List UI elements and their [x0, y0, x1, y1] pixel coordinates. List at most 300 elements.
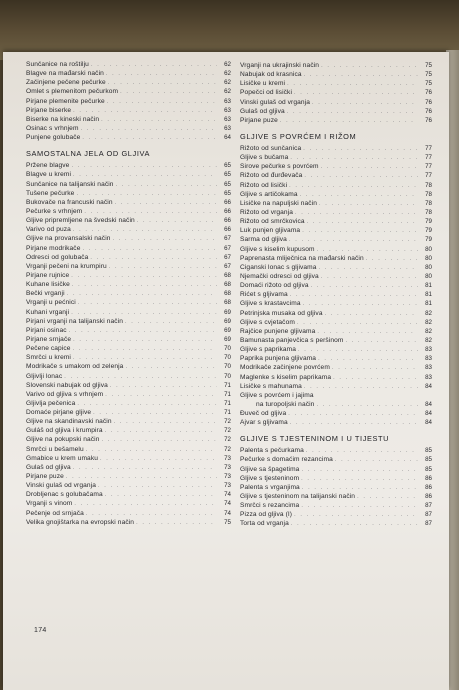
entry-page-number: 81	[425, 282, 432, 290]
toc-entry	[240, 107, 432, 116]
entry-page-number: 68	[224, 290, 231, 298]
toc-left-column	[26, 60, 231, 527]
dot-leader	[134, 519, 217, 527]
entry-title: Smrčci s rezancima	[240, 502, 300, 510]
entry-title: Gljive s paprikama	[240, 346, 297, 354]
entry-page-number: 81	[425, 300, 432, 308]
entry-page-number: 76	[425, 116, 432, 124]
dot-leader	[288, 419, 418, 427]
toc-entry	[26, 362, 231, 371]
entry-page-number: 80	[425, 254, 432, 262]
dot-leader	[315, 246, 418, 254]
dot-leader	[69, 162, 217, 170]
toc-entry	[240, 345, 432, 354]
dot-leader	[88, 254, 217, 262]
entry-page-number: 66	[224, 226, 231, 234]
entry-title: Ciganski lonac s gljivama	[240, 263, 317, 271]
entry-page-number: 84	[425, 410, 432, 418]
toc-entry	[26, 271, 231, 280]
entry-title: Gljive pripremljene na švedski način	[26, 217, 135, 225]
entry-title: Gulaš od gljiva	[240, 107, 285, 115]
page-number: 174	[34, 627, 47, 634]
entry-page-number: 82	[425, 318, 432, 326]
toc-entry	[26, 390, 231, 399]
toc-entry	[26, 170, 231, 179]
entry-title: Pirjane puze	[26, 473, 64, 481]
toc-entry	[240, 501, 432, 510]
dot-leader	[295, 319, 418, 327]
entry-page-number: 77	[425, 154, 432, 162]
dot-leader	[98, 455, 217, 463]
dot-leader	[331, 374, 418, 382]
toc-entry	[240, 70, 432, 79]
dot-leader	[123, 363, 217, 371]
toc-entry	[240, 171, 432, 180]
toc-entry	[26, 472, 231, 481]
entry-page-number: 72	[224, 436, 231, 444]
entry-title: Pirjani osinac	[26, 326, 67, 334]
dot-leader	[317, 200, 418, 208]
entry-title: Sarma od gljiva	[240, 236, 287, 244]
entry-title: Pirjane rujnice	[26, 271, 70, 279]
dot-leader	[333, 456, 418, 464]
entry-page-number: 76	[425, 98, 432, 106]
toc-entry	[240, 153, 432, 162]
toc-entry	[26, 69, 231, 78]
entry-page-number: 71	[224, 390, 231, 398]
toc-entry	[26, 216, 231, 225]
dot-leader	[65, 290, 217, 298]
dot-leader	[99, 116, 217, 124]
entry-page-number: 84	[425, 382, 432, 390]
entry-page-number: 62	[224, 61, 231, 68]
toc-entry	[26, 381, 231, 390]
entry-page-number: 77	[425, 144, 432, 152]
toc-entry	[240, 199, 432, 208]
entry-page-number: 65	[224, 180, 231, 188]
dot-leader	[323, 310, 418, 318]
entry-page-number: 70	[224, 345, 231, 353]
dot-leader	[96, 482, 217, 490]
entry-page-number: 85	[425, 456, 432, 464]
entry-page-number: 70	[224, 354, 231, 362]
dot-leader	[70, 281, 217, 289]
entry-page-number: 87	[425, 502, 432, 510]
entry-title: Rižoto od đurđevača	[240, 172, 303, 180]
entry-page-number: 77	[425, 163, 432, 171]
entry-title: Rižoto od sunčanica	[240, 144, 302, 152]
dot-leader	[298, 191, 418, 199]
section-heading: GLJIVE S POVRĆEM I RIŽOM	[240, 131, 357, 141]
entry-page-number: 63	[224, 124, 231, 132]
toc-entry	[240, 510, 432, 519]
toc-entry	[240, 465, 432, 474]
dot-leader	[286, 410, 418, 418]
entry-page-number: 82	[425, 336, 432, 344]
entry-page-number: 74	[224, 509, 231, 517]
dot-leader	[76, 299, 217, 307]
dot-leader	[317, 264, 418, 272]
section-heading: GLJIVE S TJESTENINOM I U TIJESTU	[240, 434, 390, 444]
entry-title: Slovenski nabujak od gljiva	[26, 381, 108, 389]
entry-title: Pečurke s vrhnjem	[26, 207, 83, 215]
entry-title: Domaće pirjane gljive	[26, 409, 92, 417]
dot-leader	[75, 400, 217, 408]
entry-title: Gljive s tjesteninom na talijanski način	[240, 493, 356, 501]
dot-leader	[84, 446, 217, 454]
entry-title: Gljive s bučama	[240, 154, 289, 162]
entry-page-number: 64	[224, 134, 231, 142]
toc-entry	[26, 115, 231, 124]
entry-page-number: 83	[425, 364, 432, 372]
entry-title: Tušene pečurke	[26, 189, 75, 197]
toc-entry	[240, 263, 432, 272]
entry-title: na turopoljski način	[256, 400, 315, 408]
toc-entry	[26, 97, 231, 106]
entry-page-number: 80	[425, 272, 432, 280]
entry-page-number: 67	[224, 253, 231, 261]
entry-title: Modrikače začinjene povrćem	[240, 364, 330, 372]
entry-page-number: 75	[425, 62, 432, 69]
toc-entry	[240, 446, 432, 455]
entry-page-number: 83	[425, 346, 432, 354]
toc-entry	[240, 309, 432, 318]
entry-title: Odresci od golubača	[26, 253, 89, 261]
entry-title: Gljivlji lonac	[26, 372, 63, 380]
toc-entry	[26, 509, 231, 518]
toc-entry	[26, 344, 231, 353]
entry-title: Luk punjen gljivama	[240, 227, 301, 235]
entry-title: Pizza od gljiva (I)	[240, 511, 293, 519]
dot-leader	[103, 427, 217, 435]
dot-leader	[113, 199, 217, 207]
entry-title: Velika gnojištarka na evropski način	[26, 518, 135, 526]
entry-title: Blagve na mađarski način	[26, 70, 104, 78]
toc-entry	[26, 463, 231, 472]
entry-page-number: 73	[224, 454, 231, 462]
dot-leader	[344, 337, 418, 345]
entry-page-number: 75	[224, 518, 231, 526]
toc-entry	[26, 60, 231, 69]
dot-leader	[74, 190, 217, 198]
toc-entry	[240, 144, 432, 153]
toc-entry	[240, 418, 432, 427]
dot-leader	[135, 217, 217, 225]
entry-page-number: 85	[425, 447, 432, 455]
entry-page-number: 69	[224, 308, 231, 316]
toc-entry	[26, 87, 231, 96]
dot-leader	[355, 493, 418, 501]
toc-entry	[240, 61, 432, 70]
dot-leader	[71, 336, 217, 344]
entry-title: Nabujak od krasnica	[240, 71, 302, 79]
entry-title: Palenta s pečurkama	[240, 447, 304, 455]
entry-page-number: 86	[425, 483, 432, 491]
dot-leader	[292, 511, 418, 519]
dot-leader	[106, 79, 217, 87]
entry-title: Varivo od gljiva s vrhnjem	[26, 390, 104, 398]
entry-title: Rižoto od smrčkovica	[240, 218, 305, 226]
entry-title: Pirjani vrganji na talijanski način	[26, 317, 123, 325]
dot-leader	[302, 71, 418, 79]
toc-entry	[240, 363, 432, 372]
dot-leader	[301, 300, 418, 308]
toc-entry	[26, 372, 231, 381]
entry-title: Paprika punjena gljivama	[240, 355, 317, 363]
toc-entry	[26, 198, 231, 207]
dot-leader	[302, 172, 418, 180]
entry-title: Palenta s vrganjima	[240, 483, 300, 491]
entry-title: Petrinjska musaka od gljiva	[240, 309, 323, 317]
toc-entry	[240, 382, 432, 391]
dot-leader	[309, 282, 418, 290]
entry-page-number: 62	[224, 70, 231, 78]
dot-leader	[278, 117, 418, 125]
toc-entry	[26, 499, 231, 508]
dot-leader	[69, 272, 217, 280]
toc-entry	[240, 217, 432, 226]
entry-page-number: 86	[425, 474, 432, 482]
dot-leader	[301, 145, 418, 153]
toc-entry	[26, 234, 231, 243]
section-heading: SAMOSTALNA JELA OD GLJIVA	[26, 149, 150, 159]
entry-title: Lisičke s mahunama	[240, 382, 302, 390]
toc-entry	[26, 298, 231, 307]
dot-leader	[118, 88, 217, 96]
entry-title: Gulaš od gljiva	[26, 463, 71, 471]
entry-page-number: 69	[224, 326, 231, 334]
dot-leader	[72, 500, 217, 508]
toc-entry	[240, 483, 432, 492]
entry-title: Lisičke na napuljski način	[240, 199, 318, 207]
dot-leader	[364, 255, 418, 263]
entry-page-number: 75	[425, 80, 432, 88]
toc-entry	[26, 189, 231, 198]
entry-page-number: 85	[425, 465, 432, 473]
entry-title: Ajvar s gljivama	[240, 419, 288, 427]
dot-leader	[103, 491, 217, 499]
entry-title: Rižoto od lisički	[240, 181, 288, 189]
entry-title: Gljive na provansalski način	[26, 235, 111, 243]
toc-entry	[240, 318, 432, 327]
entry-title: Osinac s vrhnjem	[26, 124, 79, 132]
entry-title: Vinski gulaš od vrganja	[240, 98, 310, 106]
dot-leader	[330, 364, 418, 372]
dot-leader	[71, 171, 217, 179]
dot-leader	[302, 383, 418, 391]
toc-entry	[26, 253, 231, 262]
entry-page-number: 67	[224, 235, 231, 243]
entry-page-number: 70	[224, 363, 231, 371]
toc-entry	[240, 254, 432, 263]
table-surface	[0, 0, 459, 60]
dot-leader	[288, 154, 418, 162]
toc-entry	[26, 262, 231, 271]
toc-entry	[240, 181, 432, 190]
entry-page-number: 78	[425, 181, 432, 189]
dot-leader	[285, 80, 418, 88]
toc-entry	[26, 308, 231, 317]
entry-page-number: 72	[224, 418, 231, 426]
dot-leader	[111, 235, 217, 243]
dot-leader	[316, 355, 418, 363]
entry-title: Kuhane lisičke	[26, 281, 70, 289]
entry-page-number: 63	[224, 97, 231, 105]
entry-page-number: 76	[425, 107, 432, 115]
entry-title: Pržene blagve	[26, 162, 70, 170]
toc-entry	[240, 474, 432, 483]
toc-right-column	[240, 61, 432, 529]
entry-title: Bukovače na francuski način	[26, 198, 113, 206]
entry-title: Pirjane modrikače	[26, 244, 81, 252]
dot-leader	[71, 464, 217, 472]
toc-entry	[26, 435, 231, 444]
entry-page-number: 79	[425, 227, 432, 235]
toc-entry	[240, 391, 432, 400]
entry-title: Njemački odresci od gljiva	[240, 272, 319, 280]
toc-entry	[26, 289, 231, 298]
entry-page-number: 68	[224, 271, 231, 279]
entry-page-number: 83	[425, 355, 432, 363]
toc-entry	[240, 299, 432, 308]
dot-leader	[107, 263, 217, 271]
entry-page-number: 81	[425, 291, 432, 299]
dot-leader	[288, 291, 418, 299]
entry-title: Vinski gulaš od vrganja	[26, 482, 96, 490]
toc-entry	[26, 161, 231, 170]
dot-leader	[299, 475, 418, 483]
dot-leader	[89, 61, 217, 69]
dot-leader	[71, 107, 217, 115]
entry-title: Sunčanice na roštilju	[26, 61, 89, 68]
entry-page-number: 67	[224, 244, 231, 252]
toc-entry	[240, 336, 432, 345]
entry-page-number: 74	[224, 500, 231, 508]
toc-entry	[26, 78, 231, 87]
entry-page-number: 86	[425, 493, 432, 501]
entry-title: Vrganji na ukrajinski način	[240, 62, 320, 69]
dot-leader	[91, 409, 217, 417]
toc-entry	[26, 207, 231, 216]
entry-page-number: 78	[425, 208, 432, 216]
toc-entry	[240, 162, 432, 171]
entry-page-number: 78	[425, 199, 432, 207]
dot-leader	[71, 354, 217, 362]
dot-leader	[315, 328, 418, 336]
toc-entry	[26, 408, 231, 417]
toc-entry	[26, 225, 231, 234]
dot-leader	[69, 309, 217, 317]
toc-entry	[26, 124, 231, 133]
entry-page-number: 72	[224, 427, 231, 435]
toc-entry	[26, 490, 231, 499]
toc-entry	[240, 98, 432, 107]
entry-page-number: 73	[224, 473, 231, 481]
dot-leader	[79, 125, 217, 133]
dot-leader	[292, 89, 418, 97]
toc-entry	[240, 208, 432, 217]
entry-title: Rićet s gljivama	[240, 291, 288, 299]
entry-title: Rajčice punjene gljivama	[240, 327, 316, 335]
entry-title: Drobljenac s golubačama	[26, 491, 103, 499]
entry-title: Omlet s plemenitom pečurkom	[26, 88, 119, 96]
dot-leader	[319, 163, 418, 171]
toc-entry	[240, 226, 432, 235]
entry-title: Pirjane biserke	[26, 106, 72, 114]
dot-leader	[123, 318, 217, 326]
entry-page-number: 80	[425, 263, 432, 271]
dot-leader	[84, 510, 217, 518]
entry-title: Guláš od gljiva i krumpira	[26, 427, 103, 435]
toc-entry	[240, 116, 432, 125]
entry-page-number: 72	[224, 445, 231, 453]
entry-title: Varivo od puza	[26, 226, 71, 234]
toc-entry	[240, 88, 432, 97]
toc-entry	[240, 190, 432, 199]
entry-page-number: 65	[224, 162, 231, 170]
toc-entry	[240, 79, 432, 88]
entry-title: Vrganji s vinom	[26, 500, 73, 508]
toc-entry	[26, 353, 231, 362]
toc-entry	[240, 327, 432, 336]
entry-page-number: 77	[425, 172, 432, 180]
dot-leader	[305, 218, 418, 226]
toc-entry	[240, 455, 432, 464]
entry-page-number: 68	[224, 281, 231, 289]
entry-page-number: 69	[224, 335, 231, 343]
entry-title: Torta od vrganja	[240, 520, 289, 528]
dot-leader	[82, 208, 217, 216]
toc-entry	[26, 317, 231, 326]
entry-title: Popečci od lisički	[240, 89, 293, 97]
dot-leader	[100, 436, 217, 444]
dot-leader	[310, 99, 418, 107]
entry-page-number: 71	[224, 409, 231, 417]
toc-entry	[26, 445, 231, 454]
dot-leader	[304, 447, 418, 455]
entry-page-number: 80	[425, 245, 432, 253]
toc-entry	[26, 335, 231, 344]
entry-title: Lisičke u kremi	[240, 80, 286, 88]
entry-page-number: 79	[425, 218, 432, 226]
dot-leader	[287, 182, 418, 190]
entry-title: Đuveč od gljiva	[240, 410, 287, 418]
toc-entry	[26, 244, 231, 253]
toc-entry	[26, 518, 231, 527]
toc-entry	[240, 373, 432, 382]
entry-page-number: 87	[425, 520, 432, 528]
dot-leader	[62, 373, 217, 381]
entry-page-number: 84	[425, 400, 432, 408]
dot-leader	[80, 245, 217, 253]
toc-entry	[240, 492, 432, 501]
entry-title: Pirjane puze	[240, 116, 278, 124]
toc-entry	[26, 417, 231, 426]
entry-page-number: 83	[425, 373, 432, 381]
dot-leader	[293, 209, 418, 217]
entry-title: Začinjene pečene pečurke	[26, 79, 106, 87]
toc-entry	[26, 106, 231, 115]
entry-title: Bamunasta panjevčica s peršinom	[240, 336, 344, 344]
entry-title: Gmabice u krem umaku	[26, 454, 98, 462]
entry-title: Pečurke s domaćim rezancima	[240, 456, 333, 464]
entry-page-number: 82	[425, 327, 432, 335]
entry-page-number: 87	[425, 511, 432, 519]
dot-leader	[285, 108, 418, 116]
entry-title: Smrčci u kremi	[26, 354, 71, 362]
entry-title: Smrčci u bešamelu	[26, 445, 84, 453]
entry-title: Maglenke s kiselim paprikama	[240, 373, 332, 381]
